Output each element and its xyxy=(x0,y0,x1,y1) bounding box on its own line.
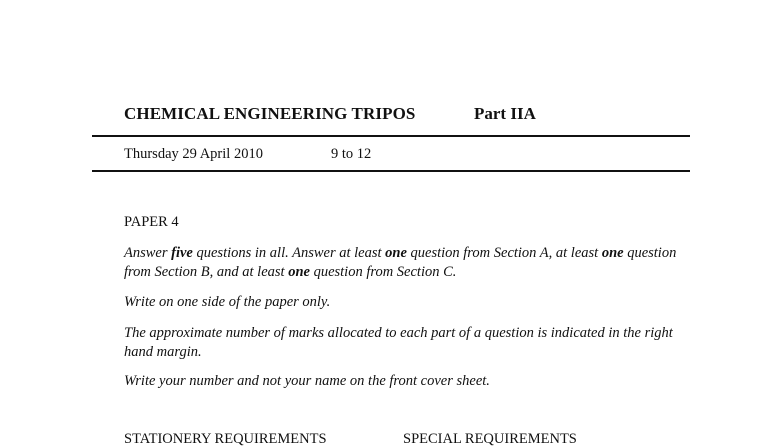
instruction-text: questions in all. Answer at least xyxy=(192,245,386,261)
tripos-title: CHEMICAL ENGINEERING TRIPOS xyxy=(124,104,416,123)
instruction-text: question from Section C. xyxy=(309,264,457,280)
exam-time: 9 to 12 xyxy=(331,146,372,162)
paper-label: PAPER 4 xyxy=(124,214,179,230)
top-rule xyxy=(92,135,690,137)
exam-date: Thursday 29 April 2010 xyxy=(124,146,263,162)
special-requirements-heading: SPECIAL REQUIREMENTS xyxy=(403,431,577,447)
instruction-text: question from Section B, and at least xyxy=(124,245,677,280)
instruction-emphasis: one xyxy=(601,245,624,261)
instruction-emphasis: one xyxy=(385,245,407,261)
stationery-requirements-heading: STATIONERY REQUIREMENTS xyxy=(124,431,327,447)
instruction-number-not-name: Write your number and not your name on the front cover sheet. xyxy=(124,373,490,389)
bottom-rule xyxy=(92,170,690,172)
instruction-text: question from Section A, at least xyxy=(406,245,602,261)
instruction-emphasis: one xyxy=(288,264,310,280)
instruction-one-side: Write on one side of the paper only. xyxy=(124,294,331,310)
instruction-marks: The approximate number of marks allocated to each part of a question is indicated in the right hand margin. xyxy=(124,325,673,360)
instruction-emphasis: five xyxy=(171,245,193,261)
instruction-answer-questions xyxy=(124,244,694,282)
instruction-text: Answer xyxy=(124,245,172,261)
tripos-part: Part IIA xyxy=(474,104,536,123)
